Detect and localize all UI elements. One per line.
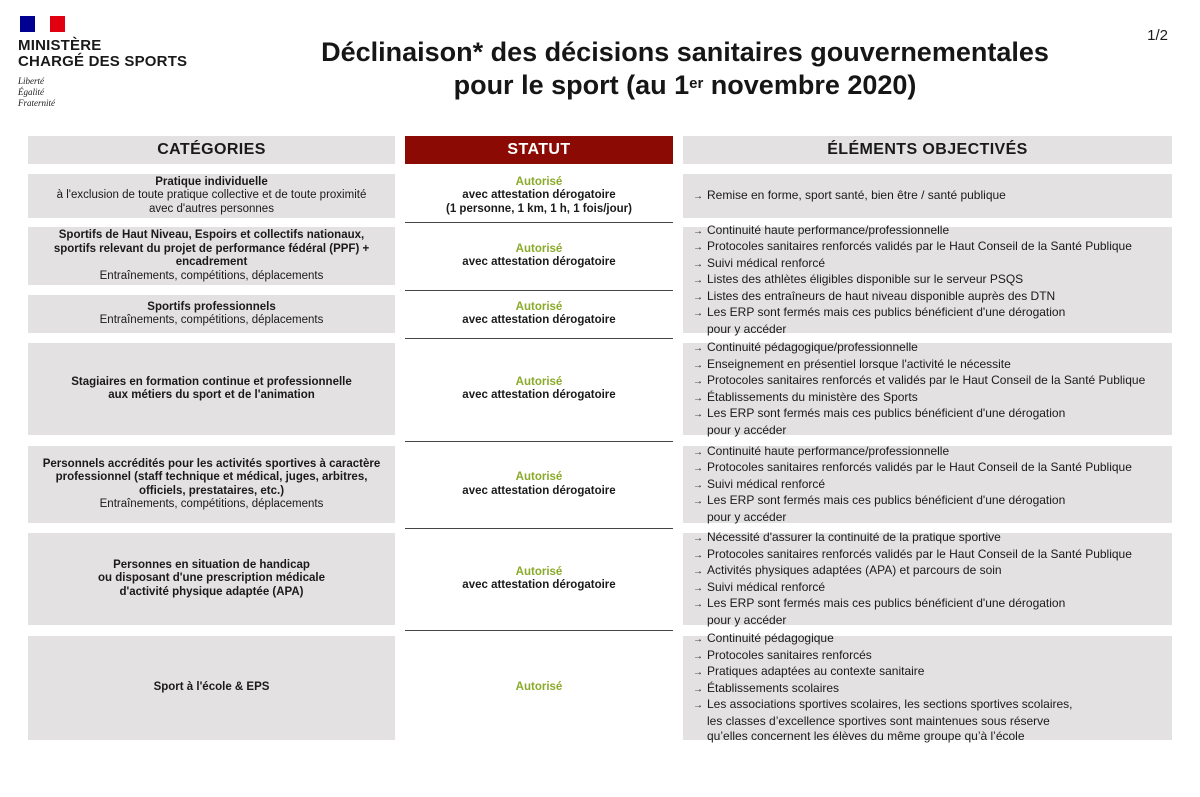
status-authorized: Autorisé xyxy=(515,471,563,483)
status-divider xyxy=(405,528,673,529)
arrow-icon: → xyxy=(693,566,703,577)
arrow-icon: → xyxy=(693,479,703,491)
element-item xyxy=(693,648,1172,665)
element-item xyxy=(693,697,1172,714)
arrow-icon: → xyxy=(693,599,703,610)
motto-liberte: Liberté xyxy=(18,76,44,86)
status-cell xyxy=(405,636,673,740)
status-authorized: Autorisé xyxy=(515,375,563,388)
category-title: Pratique individuelle xyxy=(155,175,268,188)
arrow-icon: → xyxy=(693,409,703,420)
status-authorized: Autorisé xyxy=(515,300,563,313)
arrow-icon: → xyxy=(693,549,703,561)
category-subtitle: à l'exclusion de toute pratique collective et de toute proximité avec d'autres personnes xyxy=(56,189,367,215)
element-item xyxy=(693,547,1172,564)
element-item xyxy=(693,580,1172,597)
elements-cell xyxy=(683,530,1172,627)
element-item xyxy=(693,444,1172,461)
category-cell xyxy=(28,636,395,740)
element-text: Établissements du ministère des Sports xyxy=(707,389,918,404)
element-continuation: les classes d’excellence sportives sont maintenues sous réserve qu’elles concernent les élèves du même groupe qu’à l’école xyxy=(707,713,1050,744)
status-cell xyxy=(405,174,673,218)
element-text: Listes des entraîneurs de haut niveau disponible auprès des DTN xyxy=(707,288,1056,303)
arrow-icon: → xyxy=(693,650,703,662)
element-continuation: pour y accéder xyxy=(707,612,787,627)
element-text: Pratiques adaptées au contexte sanitaire xyxy=(707,664,925,679)
element-item xyxy=(693,223,1172,240)
status-cell xyxy=(405,343,673,435)
element-text: Activités physiques adaptées (APA) et parcours de soin xyxy=(707,563,1002,577)
element-text: Les ERP sont fermés mais ces publics bénéficient d'une dérogation xyxy=(707,596,1066,610)
elements-cell xyxy=(683,174,1172,218)
element-item xyxy=(693,530,1172,547)
element-text: Protocoles sanitaires renforcés validés par le Haut Conseil de la Santé Publique xyxy=(707,239,1132,254)
element-text: Suivi médical renforcé xyxy=(707,476,826,491)
status-detail: avec attestation dérogatoire xyxy=(462,579,616,591)
category-subtitle: Entraînements, compétitions, déplacements xyxy=(99,269,324,282)
element-item xyxy=(693,256,1172,273)
element-text: Protocoles sanitaires renforcés xyxy=(707,647,872,662)
arrow-icon: → xyxy=(693,225,703,237)
category-cell xyxy=(28,227,395,285)
arrow-icon: → xyxy=(693,275,703,287)
page-title xyxy=(280,36,1090,102)
element-item xyxy=(693,664,1172,681)
element-text: Suivi médical renforcé xyxy=(707,255,826,270)
element-item xyxy=(693,681,1172,698)
title-line2 xyxy=(280,69,1090,102)
category-title: Sportifs de Haut Niveau, Espoirs et collectifs nationaux, sportifs relevant du projet de performance fédéral (PPF) + encadrement xyxy=(53,229,370,268)
page-number: 1/2 xyxy=(1147,27,1168,44)
marianne-flag-icon xyxy=(20,16,65,32)
status-divider xyxy=(405,338,673,339)
element-text: Suivi médical renforcé xyxy=(707,579,826,594)
element-item xyxy=(693,477,1172,494)
category-cell xyxy=(28,295,395,333)
status-cell xyxy=(405,227,673,285)
element-item xyxy=(693,340,1172,357)
category-cell xyxy=(28,533,395,625)
ministry-name-line1: MINISTÈRE xyxy=(18,37,102,54)
element-text: Établissements scolaires xyxy=(707,680,840,695)
element-item xyxy=(693,305,1172,322)
element-item xyxy=(693,188,1172,205)
element-item xyxy=(693,373,1172,390)
element-item xyxy=(693,289,1172,306)
status-authorized: Autorisé xyxy=(515,681,563,694)
column-header-elements: ÉLÉMENTS OBJECTIVÉS xyxy=(683,136,1172,164)
status-authorized: Autorisé xyxy=(515,175,563,188)
status-divider xyxy=(405,630,673,631)
elements-cell xyxy=(683,340,1172,437)
arrow-icon: → xyxy=(693,359,703,371)
motto-egalite: Égalité xyxy=(18,87,44,97)
arrow-icon: → xyxy=(693,683,703,695)
elements-cell xyxy=(683,631,1172,744)
element-item xyxy=(693,460,1172,477)
status-cell xyxy=(405,533,673,625)
status-detail: avec attestation dérogatoire xyxy=(462,389,616,401)
category-title: Personnes en situation de handicap ou disposant d'une prescription médicale d'activité physique adaptée (APA) xyxy=(97,558,326,598)
title-line2-start: pour le sport (au 1 xyxy=(453,70,690,100)
arrow-icon: → xyxy=(693,667,703,679)
status-authorized: Autorisé xyxy=(515,242,563,255)
element-item xyxy=(693,390,1172,407)
arrow-icon: → xyxy=(693,258,703,270)
category-subtitle: Entraînements, compétitions, déplacements xyxy=(99,314,324,326)
category-subtitle: Entraînements, compétitions, déplacements xyxy=(99,498,324,510)
arrow-icon: → xyxy=(693,533,703,544)
element-item xyxy=(693,406,1172,423)
arrow-icon: → xyxy=(693,582,703,594)
arrow-icon: → xyxy=(693,376,703,387)
elements-cell xyxy=(683,443,1172,524)
status-authorized: Autorisé xyxy=(515,565,563,578)
ministry-name-line2: CHARGÉ DES SPORTS xyxy=(18,53,188,70)
element-item xyxy=(693,631,1172,648)
element-continuation: pour y accéder xyxy=(707,321,787,336)
status-detail: avec attestation dérogatoire xyxy=(462,256,616,268)
elements-cell xyxy=(683,222,1172,336)
element-text: Continuité haute performance/professionnelle xyxy=(707,222,950,237)
element-text: Les ERP sont fermés mais ces publics bénéficient d'une dérogation xyxy=(707,305,1066,320)
element-item xyxy=(693,596,1172,613)
status-divider xyxy=(405,222,673,223)
element-item xyxy=(693,357,1172,374)
element-text: Protocoles sanitaires renforcés validés par le Haut Conseil de la Santé Publique xyxy=(707,460,1132,475)
element-text: Enseignement en présentiel lorsque l'activité le nécessite xyxy=(707,356,1011,371)
motto-fraternite: Fraternité xyxy=(18,98,55,108)
status-divider xyxy=(405,441,673,442)
category-title: Personnels accrédités pour les activités sportives à caractère professionnel (staff technique et médical, juges, arbitres, officiels, prestataires, etc.) xyxy=(42,457,381,497)
arrow-icon: → xyxy=(693,343,703,354)
element-text: Protocoles sanitaires renforcés validés par le Haut Conseil de la Santé Publique xyxy=(707,546,1132,561)
element-text: Les ERP sont fermés mais ces publics bénéficient d'une dérogation xyxy=(707,406,1066,420)
element-text: Continuité pédagogique/professionnelle xyxy=(707,340,918,354)
category-cell xyxy=(28,343,395,435)
ministry-logo xyxy=(18,16,218,109)
arrow-icon: → xyxy=(693,496,703,508)
category-title: Stagiaires en formation continue et professionnelle aux métiers du sport et de l'animation xyxy=(71,375,352,401)
column-header-statut: STATUT xyxy=(405,136,673,164)
status-detail: avec attestation dérogatoire (1 personne, 1 km, 1 h, 1 fois/jour) xyxy=(446,189,632,215)
status-cell xyxy=(405,295,673,333)
element-text: Protocoles sanitaires renforcés et validés par le Haut Conseil de la Santé Publique xyxy=(707,373,1146,387)
element-item xyxy=(693,563,1172,580)
category-cell xyxy=(28,174,395,218)
element-item xyxy=(693,493,1172,510)
title-line2-end: novembre 2020) xyxy=(703,70,917,100)
arrow-icon: → xyxy=(693,392,703,404)
element-item xyxy=(693,239,1172,256)
element-text: Les associations sportives scolaires, les sections sportives scolaires, xyxy=(707,697,1073,712)
category-title: Sportifs professionnels xyxy=(147,300,276,313)
ministry-name xyxy=(18,38,218,70)
arrow-icon: → xyxy=(693,291,703,303)
element-text: Continuité pédagogique xyxy=(707,631,834,646)
republic-motto xyxy=(18,76,218,109)
status-cell xyxy=(405,446,673,523)
status-divider xyxy=(405,290,673,291)
element-text: Listes des athlètes éligibles disponible sur le serveur PSQS xyxy=(707,272,1024,287)
status-detail: avec attestation dérogatoire xyxy=(462,314,616,326)
arrow-icon: → xyxy=(693,446,703,458)
title-superscript: er xyxy=(689,75,704,92)
status-detail: avec attestation dérogatoire xyxy=(462,484,616,497)
arrow-icon: → xyxy=(693,308,703,320)
element-continuation: pour y accéder xyxy=(707,509,787,524)
arrow-icon: → xyxy=(693,634,703,646)
arrow-icon: → xyxy=(693,700,703,712)
element-item xyxy=(693,272,1172,289)
arrow-icon: → xyxy=(693,242,703,254)
element-continuation: pour y accéder xyxy=(707,422,787,437)
column-header-categories: CATÉGORIES xyxy=(28,136,395,164)
element-text: Les ERP sont fermés mais ces publics bénéficient d'une dérogation xyxy=(707,493,1066,508)
arrow-icon: → xyxy=(693,190,703,202)
element-text: Continuité haute performance/professionnelle xyxy=(707,443,950,458)
element-text: Nécessité d'assurer la continuité de la pratique sportive xyxy=(707,530,1001,544)
element-text: Remise en forme, sport santé, bien être / santé publique xyxy=(707,187,1006,202)
category-title: Sport à l'école & EPS xyxy=(153,681,270,694)
arrow-icon: → xyxy=(693,463,703,475)
title-line1: Déclinaison* des décisions sanitaires gouvernementales xyxy=(321,37,1049,67)
category-cell xyxy=(28,446,395,523)
